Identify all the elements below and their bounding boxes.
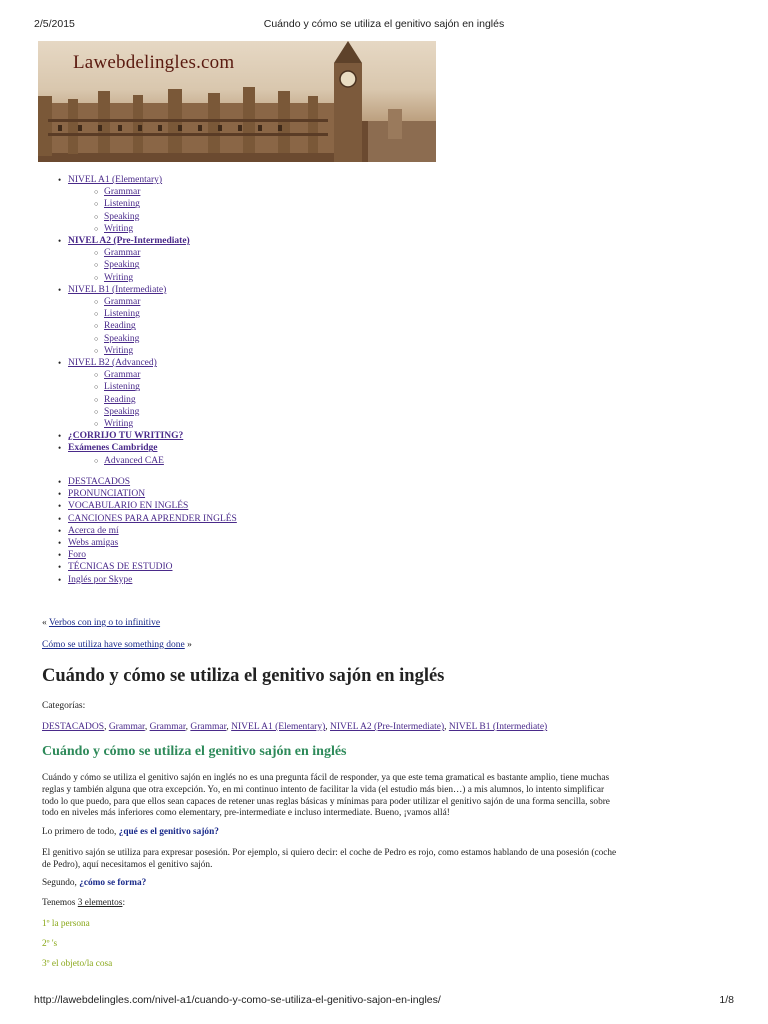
main-nav xyxy=(58,174,190,467)
second-prefix: Segundo, xyxy=(42,878,80,888)
definition-paragraph: El genitivo sajón se utiliza para expresar posesión. Por ejemplo, si quiero decir: el coche de Pedro es rojo, como estamos hablando de una posesión (coche de Pedro), aquí necesitamos el genitivo sajón. xyxy=(42,848,617,870)
nav-sub-link[interactable]: Writing xyxy=(104,272,134,283)
elements-prefix: Tenemos xyxy=(42,898,78,908)
print-url: http://lawebdelingles.com/nivel-a1/cuando-y-como-se-utiliza-el-genitivo-sajon-en-ingles/ xyxy=(34,994,441,1006)
nav-sub-link[interactable]: Grammar xyxy=(104,297,141,308)
nav-level-label[interactable]: NIVEL B2 (Advanced) xyxy=(68,358,157,369)
nav-level-label[interactable]: NIVEL A1 (Elementary) xyxy=(68,175,163,185)
nav-writing[interactable] xyxy=(58,430,190,442)
category-link[interactable]: Grammar xyxy=(149,722,186,732)
nav-level-a2[interactable] xyxy=(58,235,190,284)
nav-sub-link[interactable]: Grammar xyxy=(104,248,141,259)
secondary-nav-link[interactable]: Acerca de mí xyxy=(68,525,119,536)
secondary-nav-item[interactable] xyxy=(58,476,237,488)
category-link[interactable]: NIVEL B1 (Intermediate) xyxy=(448,722,548,732)
secondary-nav xyxy=(58,476,237,586)
nav-sub-link[interactable]: Listening xyxy=(104,382,140,393)
secondary-nav-item[interactable] xyxy=(58,488,237,500)
nav-sub-item[interactable] xyxy=(94,223,190,235)
element-item: 3º el objeto/la cosa xyxy=(42,959,113,969)
nav-sub-link[interactable]: Speaking xyxy=(104,260,140,271)
nav-level-label[interactable]: NIVEL A2 (Pre-Intermediate) xyxy=(68,236,190,247)
elements-suffix: : xyxy=(122,898,126,908)
secondary-nav-link[interactable]: Inglés por Skype xyxy=(68,574,133,585)
categories-label: Categorías: xyxy=(42,701,86,711)
first-prefix: Lo primero de todo, xyxy=(42,827,119,837)
nav-sub-item[interactable] xyxy=(94,345,190,357)
nav-sub-link[interactable]: Advanced CAE xyxy=(104,455,164,466)
print-footer xyxy=(34,994,734,1008)
nav-sub-item[interactable] xyxy=(94,272,190,284)
nav-sub-link[interactable]: Grammar xyxy=(104,370,141,381)
elements-paragraph xyxy=(42,898,622,910)
nav-level-label[interactable]: NIVEL B1 (Intermediate) xyxy=(68,284,167,295)
secondary-nav-item[interactable] xyxy=(58,513,237,525)
secondary-nav-link[interactable]: CANCIONES PARA APRENDER INGLÉS xyxy=(68,513,237,524)
nav-sub-item[interactable] xyxy=(94,320,190,332)
nav-sub-link[interactable]: Writing xyxy=(104,419,134,430)
category-link[interactable]: NIVEL A1 (Elementary) xyxy=(231,722,326,732)
secondary-nav-link[interactable]: Foro xyxy=(68,550,86,561)
secondary-nav-link[interactable]: DESTACADOS xyxy=(68,477,131,487)
print-header xyxy=(34,18,734,32)
article-title: Cuándo y cómo se utiliza el genitivo sajón en inglés xyxy=(42,666,445,686)
nav-sub-link[interactable]: Speaking xyxy=(104,333,140,344)
nav-level-b2[interactable] xyxy=(58,357,190,430)
nav-sub-item[interactable] xyxy=(94,455,190,467)
secondary-nav-link[interactable]: TÉCNICAS DE ESTUDIO xyxy=(68,562,173,573)
categories-list: DESTACADOS, Grammar, Grammar, Grammar, NIVEL A1 (Elementary), NIVEL A2 (Pre-Intermediate), NIVEL B1 (Intermediate) xyxy=(42,722,548,732)
nav-sub-item[interactable] xyxy=(94,333,190,345)
page-number: 1/8 xyxy=(719,994,734,1006)
nav-sub-item[interactable] xyxy=(94,259,190,271)
nav-sub-link[interactable]: Reading xyxy=(104,394,136,405)
prev-arrow: « xyxy=(42,618,49,628)
nav-sub-item[interactable] xyxy=(94,406,190,418)
secondary-nav-item[interactable] xyxy=(58,537,237,549)
nav-sub-link[interactable]: Reading xyxy=(104,321,136,332)
nav-sub-item[interactable] xyxy=(94,198,190,210)
second-paragraph xyxy=(42,878,622,890)
secondary-nav-link[interactable]: Webs amigas xyxy=(68,538,119,549)
category-link[interactable]: Grammar xyxy=(190,722,227,732)
secondary-nav-item[interactable] xyxy=(58,500,237,512)
next-post xyxy=(42,640,192,650)
nav-sub-item[interactable] xyxy=(94,308,190,320)
intro-paragraph: Cuándo y cómo se utiliza el genitivo sajón en inglés no es una pregunta fácil de responder, ya que este tema gramatical es bastante amplio, tiene muchas reglas y también alguna que otra excepción. Yo, en mi continuo intento de facilitar la vida (el estudio más bien…) a mis alumnos, lo intento simplificar todo lo que puedo, para que ellos sean capaces de retener unas reglas básicas y mínimas para poder utilizar el genitivo sajón de una forma sencilla, sobre todo en niveles más inferiores como elementary, pre-intermediate e incluso intermediate. Bueno, ¡vamos allá! xyxy=(42,773,610,819)
nav-sub-item[interactable] xyxy=(94,381,190,393)
article-subtitle: Cuándo y cómo se utiliza el genitivo sajón en inglés xyxy=(42,744,347,759)
element-item: 1º la persona xyxy=(42,919,90,929)
secondary-nav-item[interactable] xyxy=(58,574,237,586)
secondary-nav-item[interactable] xyxy=(58,549,237,561)
nav-exams[interactable] xyxy=(58,442,190,466)
next-arrow: » xyxy=(184,640,192,650)
writing-link[interactable]: ¿CORRIJO TU WRITING? xyxy=(68,431,184,442)
first-paragraph xyxy=(42,827,622,839)
exams-link[interactable]: Exámenes Cambridge xyxy=(68,443,158,454)
secondary-nav-link[interactable]: VOCABULARIO EN INGLÉS xyxy=(68,501,189,512)
nav-sub-link[interactable]: Listening xyxy=(104,309,140,320)
elements-count: 3 elementos xyxy=(77,898,123,908)
nav-level-b1[interactable] xyxy=(58,284,190,357)
site-banner[interactable] xyxy=(38,41,436,162)
nav-sub-item[interactable] xyxy=(94,247,190,259)
question-what[interactable]: ¿qué es el genitivo sajón? xyxy=(118,827,219,837)
category-link[interactable]: Grammar xyxy=(108,722,145,732)
nav-sub-link[interactable]: Listening xyxy=(104,199,140,210)
nav-sub-item[interactable] xyxy=(94,369,190,381)
nav-sub-item[interactable] xyxy=(94,418,190,430)
nav-sub-item[interactable] xyxy=(94,394,190,406)
nav-sub-link[interactable]: Speaking xyxy=(104,211,140,222)
nav-sub-item[interactable] xyxy=(94,186,190,198)
category-link[interactable]: NIVEL A2 (Pre-Intermediate) xyxy=(330,722,445,732)
print-title: Cuándo y cómo se utiliza el genitivo sajón en inglés xyxy=(263,18,505,30)
nav-sub-link[interactable]: Grammar xyxy=(104,187,141,198)
nav-sub-item[interactable] xyxy=(94,211,190,223)
category-link[interactable]: DESTACADOS xyxy=(42,722,105,732)
secondary-nav-item[interactable] xyxy=(58,561,237,573)
nav-sub-link[interactable]: Writing xyxy=(104,223,134,234)
secondary-nav-item[interactable] xyxy=(58,525,237,537)
next-post-link[interactable]: Cómo se utiliza have something done xyxy=(42,640,185,650)
nav-sub-link[interactable]: Writing xyxy=(104,345,134,356)
secondary-nav-link[interactable]: PRONUNCIATION xyxy=(68,489,146,500)
prev-post xyxy=(42,618,160,628)
element-item: 2º 's xyxy=(42,939,58,949)
print-date: 2/5/2015 xyxy=(34,18,75,30)
nav-sub-link[interactable]: Speaking xyxy=(104,406,140,417)
nav-sub-item[interactable] xyxy=(94,296,190,308)
prev-post-link[interactable]: Verbos con ing o to infinitive xyxy=(48,618,161,628)
nav-level-a1[interactable] xyxy=(58,174,190,235)
site-logo: Lawebdelingles.com xyxy=(73,52,235,73)
question-how[interactable]: ¿cómo se forma? xyxy=(79,878,147,888)
